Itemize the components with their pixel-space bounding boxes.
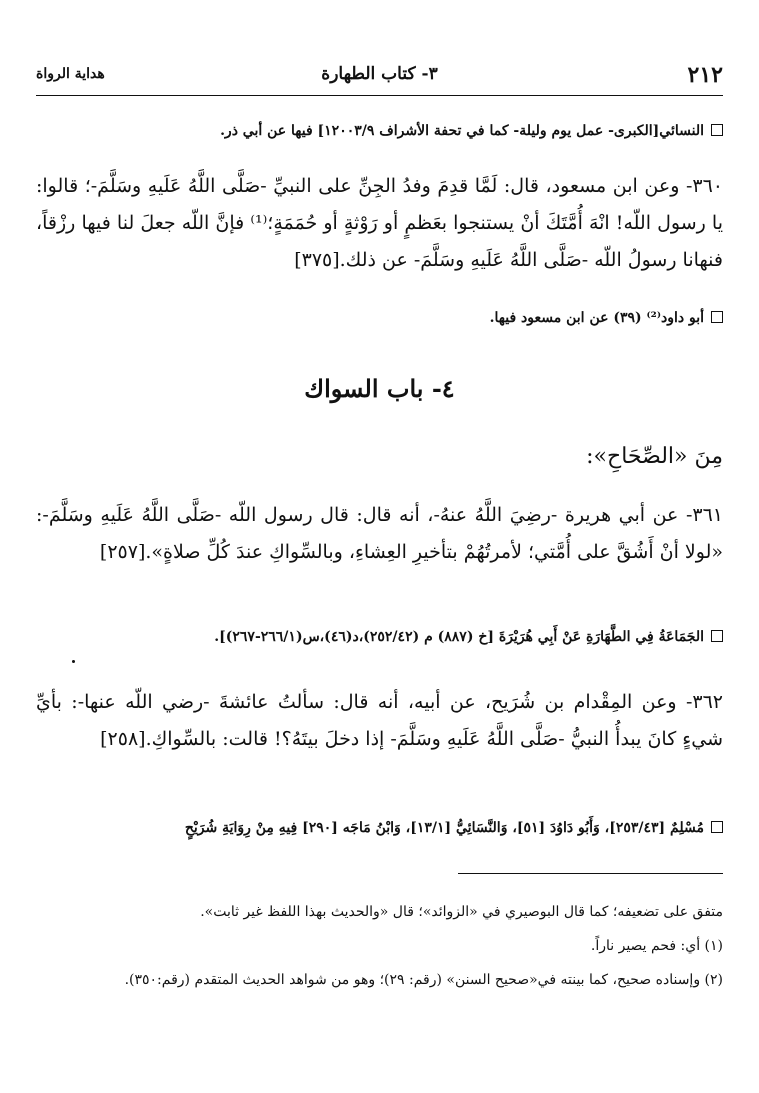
square-bullet-icon bbox=[711, 311, 723, 323]
top-source-line bbox=[36, 120, 723, 142]
hadith-text: ٣٦١- عن أبي هريرة -رضِيَ اللَّهُ عنهُ-، أنه قال: قال رسول اللّه -صَلَّى اللَّهُ عَلَيهِ وسَلَّمَ-: «لولا أنْ أَشُقَّ على أُمَّتي؛ لأمرتُهُمْ بتأخيرِ العِشاءِ، وبالسِّواكِ عندَ كُلِّ صلاةٍ».[٢٥٧] bbox=[36, 504, 723, 563]
running-title: ٣- كتاب الطهارة bbox=[321, 64, 438, 84]
chapter-title: ٤- باب السواك bbox=[304, 374, 455, 403]
hadith-361 bbox=[36, 497, 723, 571]
footnotes bbox=[36, 898, 723, 994]
footnote-2: (٢) وإسناده صحيح، كما بينته في«صحيح السنن» (رقم: ٢٩)؛ وهو من شواهد الحديث المتقدم (رقم:٣٥٠). bbox=[124, 972, 723, 988]
hadith-362-source bbox=[36, 817, 723, 839]
hadith-360 bbox=[36, 168, 723, 279]
footnote-continuation: متفق على تضعيفه؛ كما قال البوصيري في «الزوائد»؛ قال «والحديث بهذا اللفظ غير ثابت». bbox=[200, 904, 723, 920]
hadith-362 bbox=[36, 684, 723, 758]
square-bullet-icon bbox=[711, 821, 723, 833]
footnote-separator bbox=[458, 873, 723, 874]
page-number: ٢١٢ bbox=[687, 62, 723, 88]
hadith-361-source bbox=[36, 626, 723, 648]
hadith-text: ٣٦٢- وعن المِقْدام بن شُرَيح، عن أبيه، أنه قال: سألتُ عائشةَ -رضي اللّه عنها-: بأيِّ شيءٍ كانَ يبدأُ النبيُّ -صَلَّى اللَّهُ عَلَيهِ وسَلَّمَ- إذا دخلَ بيتَهُ؟! قالت: بالسِّواكِ.[٢٥٨] bbox=[36, 691, 723, 750]
ink-speck bbox=[72, 660, 75, 663]
header-rule bbox=[36, 95, 723, 96]
square-bullet-icon bbox=[711, 630, 723, 642]
source-text: النسائي[الكبرى- عمل يوم وليلة- كما في تحفة الأشراف ١٢٠٠٣/٩] فيها عن أبي ذر. bbox=[220, 123, 704, 139]
source-text: مُسْلِمٌ [٢٥٣/٤٣]، وَأَبُو دَاوُدَ [٥١]، وَالنَّسَائِيُّ [١٣/١]، وَابْنُ مَاجَه [٢٩٠] فِيهِ مِنْ رِوَايَةِ شُرَيْحٍ bbox=[184, 820, 704, 836]
source-text: الجَمَاعَةُ فِي الطَّهَارَةِ عَنْ أَبِي هُرَيْرَةَ [خ (٨٨٧) م (٢٥٢/٤٢)،د(٤٦)،س(٢٦٦/١-٢٦٧)]. bbox=[214, 629, 704, 645]
source-text: أبو داود⁽²⁾ (٣٩) عن ابن مسعود فيها. bbox=[489, 310, 704, 326]
footnote-1: (١) أي: فحم يصير ناراً. bbox=[590, 938, 723, 954]
section-label: مِنَ «الصِّحَاحِ»: bbox=[586, 444, 723, 469]
hadith-360-source bbox=[36, 307, 723, 329]
book-name: هداية الرواة bbox=[36, 66, 105, 82]
hadith-text: ٣٦٠- وعن ابن مسعود، قال: لَمَّا قدِمَ وفدُ الجِنِّ على النبيِّ -صَلَّى اللَّهُ عَلَيهِ وسَلَّمَ-؛ قالوا: يا رسول اللّه! انْهَ أُمَّتَكَ أنْ يستنجوا بعَظمٍ أو رَوْثةٍ أو حُمَمَةٍ؛⁽¹⁾ فإنَّ اللّه جعلَ لنا فيها رزْقاً، فنهانا رسولُ اللّه -صَلَّى اللَّهُ عَلَيهِ وسَلَّمَ- عن ذلك.[٣٧٥] bbox=[36, 175, 723, 271]
page-header bbox=[36, 62, 723, 90]
square-bullet-icon bbox=[711, 124, 723, 136]
